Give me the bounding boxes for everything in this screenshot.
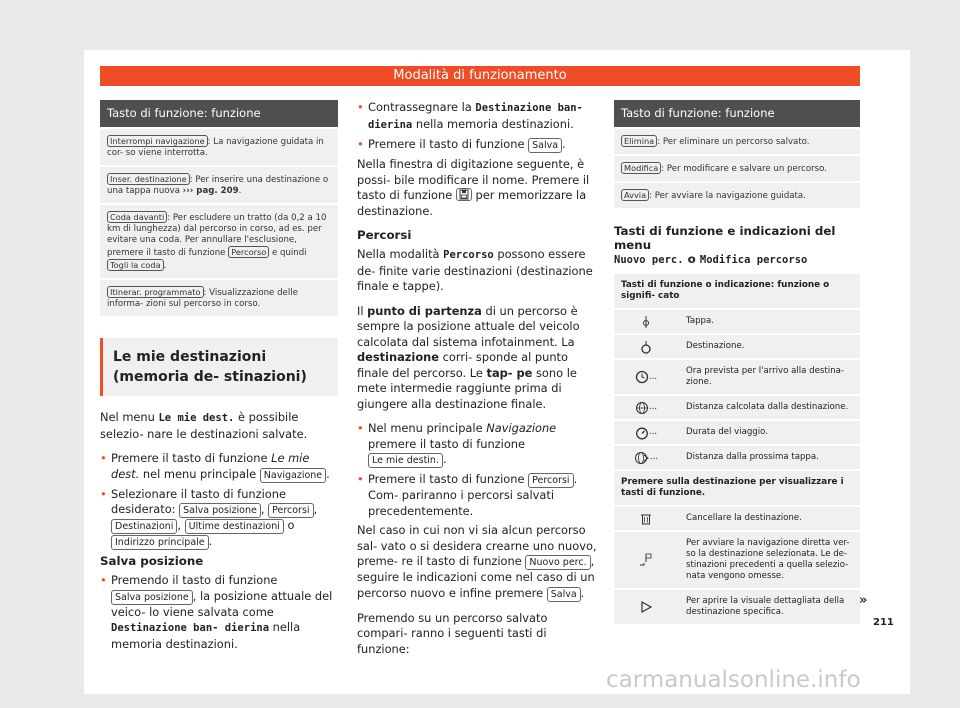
globe-icon: ... bbox=[614, 396, 678, 419]
table-header: Tasti di funzione o indicazione: funzione o signifi- cato bbox=[621, 280, 830, 301]
subsection-title: Tasti di funzione e indicazioni del menu Nuovo perc. o Modifica percorso bbox=[614, 224, 836, 266]
page-reference-link[interactable]: ››› pag. 209 bbox=[182, 186, 239, 196]
table-row: Avvia : Per avviare la navigazione guidata. bbox=[614, 181, 860, 208]
table-row: Per avviare la navigazione diretta ver- so la destinazione selezionata. Le de- stinazioni precedenti a quella selezio- nata vengono omesse. bbox=[614, 530, 860, 588]
row-text: : Per escludere un tratto (da 0,2 a 10 km di lunghezza) dal percorso in corso, ad es. per evitare una coda. Per annullare l'esclusione, premere il tasto di funzione bbox=[107, 213, 327, 258]
row-text: : Per inserire una destinazione o una tappa nuova bbox=[107, 175, 329, 196]
table-row bbox=[100, 278, 338, 316]
key-salva[interactable]: Salva bbox=[547, 587, 581, 602]
paragraph: Nella finestra di digitazione seguente, è possi- bile modificare il nome. Premere il tasto di funzione per memorizzare la destinazione. bbox=[357, 157, 590, 218]
paragraph: Il punto di partenza di un percorso è sempre la posizione attuale del veicolo calcolata dal sistema infotainment. La destinazione corri- sponde al punto finale del percorso. Le tap- pe sono le mete intermedie raggiunte prima di giungere alla destinazione finale. bbox=[357, 303, 580, 411]
table-row: Tappa. bbox=[614, 308, 860, 333]
bullet-item: • Nel menu principale Navigazione premere il tasto di funzione Le mie destin. . bbox=[357, 421, 601, 468]
key-indirizzo-principale[interactable]: Indirizzo principale bbox=[111, 535, 209, 550]
function-key-table-left bbox=[100, 100, 338, 316]
key-interrompi-navigazione[interactable]: Interrompi navigazione bbox=[107, 135, 208, 147]
page-number: 211 bbox=[873, 617, 894, 628]
key-percorsi[interactable]: Percorsi bbox=[268, 503, 313, 518]
globe-arrow-icon: ... bbox=[614, 446, 678, 469]
icon-table bbox=[614, 274, 860, 624]
stopwatch-icon: ... bbox=[614, 421, 678, 444]
paragraph: Premendo su un percorso salvato compari- ranno i seguenti tasti di funzione: bbox=[357, 610, 548, 656]
table-title: Tasto di funzione: funzione bbox=[100, 100, 338, 127]
subsection-title: Percorsi bbox=[357, 228, 412, 242]
key-ultime-destinazioni[interactable]: Ultime destinazioni bbox=[185, 519, 284, 534]
waypoint-pin-icon bbox=[614, 310, 678, 333]
function-key-table-right bbox=[614, 100, 860, 208]
table-row bbox=[100, 127, 338, 165]
key-inser-destinazione[interactable]: Inser. destinazione bbox=[107, 173, 190, 185]
table-row: ... Ora prevista per l'arrivo alla destina- zione. bbox=[614, 358, 860, 394]
save-keyboard-icon[interactable] bbox=[456, 188, 472, 201]
intro-paragraph: Nel menu Le mie dest. è possibile selezio- nare le destinazioni salvate. bbox=[100, 410, 308, 441]
bullet-item: • Premere il tasto di funzione Le mie dest. nel menu principale Navigazione . bbox=[100, 451, 338, 483]
row-text-end: . bbox=[238, 186, 242, 196]
key-togli-la-coda[interactable]: Togli la coda bbox=[107, 259, 164, 271]
key-elimina[interactable]: Elimina bbox=[621, 135, 657, 147]
key-navigazione[interactable]: Navigazione bbox=[260, 468, 326, 483]
table-row bbox=[100, 165, 338, 203]
bullet-item: • Premere il tasto di funzione Percorsi . Com- pariranno i percorsi salvati precedentemente. bbox=[357, 472, 601, 519]
paragraph: Nel caso in cui non vi sia alcun percorso sal- vato o si desidera crearne uno nuovo, preme- re il tasto di funzione Nuovo perc. , seguire le indicazioni come nel caso di un percorso nuovo e infine premere Salva . bbox=[357, 523, 597, 600]
bullet-item: • Premere il tasto di funzione Salva . bbox=[357, 137, 601, 153]
destination-pin-icon bbox=[614, 335, 678, 358]
table-title: Tasto di funzione: funzione bbox=[614, 100, 860, 127]
column-middle bbox=[357, 100, 601, 666]
bullet-item: • Contrassegnare la Destinazione ban- dierina nella memoria destinazioni. bbox=[357, 100, 601, 133]
row-text-mid: e quindi bbox=[269, 248, 307, 258]
column-right bbox=[614, 100, 860, 624]
continue-mark: » bbox=[859, 593, 868, 608]
table-row: Per aprire la visuale dettagliata della destinazione specifica. bbox=[614, 588, 860, 624]
key-modifica[interactable]: Modifica bbox=[621, 162, 661, 174]
row-text-end: . bbox=[163, 261, 167, 271]
key-le-mie-destin[interactable]: Le mie destin. bbox=[368, 453, 443, 468]
key-avvia[interactable]: Avvia bbox=[621, 189, 649, 201]
watermark: carmanualsonline.info bbox=[606, 667, 861, 693]
key-nuovo-perc[interactable]: Nuovo perc. bbox=[525, 555, 590, 570]
key-salva[interactable]: Salva bbox=[528, 138, 562, 153]
key-coda-davanti[interactable]: Coda davanti bbox=[107, 211, 167, 223]
table-row: ... Distanza calcolata dalla destinazione. bbox=[614, 394, 860, 419]
clock-icon: ... bbox=[614, 360, 678, 394]
table-subheader: Premere sulla destinazione per visualizzare i tasti di funzione. bbox=[614, 469, 860, 505]
row-text: : Visualizzazione delle informa- zioni sul percorso in corso. bbox=[107, 288, 298, 309]
bullet-item: • Selezionare il tasto di funzione desiderato: Salva posizione , Percorsi , Destinazioni , Ultime destinazioni o Indirizzo principale . bbox=[100, 487, 338, 551]
trash-icon bbox=[614, 507, 678, 530]
paragraph: Nella modalità Percorso possono essere de- finite varie destinazioni (destinazione finale e tappe). bbox=[357, 247, 593, 293]
key-percorso[interactable]: Percorso bbox=[228, 246, 269, 258]
subsection-title: Salva posizione bbox=[100, 554, 204, 568]
play-triangle-icon bbox=[614, 590, 678, 624]
table-row: Cancellare la destinazione. bbox=[614, 505, 860, 530]
bullet-item: • Premendo il tasto di funzione Salva posizione , la posizione attuale del veico- lo viene salvata come Destinazione ban- dierina nella memoria destinazioni. bbox=[100, 573, 338, 652]
table-row: Modifica : Per modificare e salvare un percorso. bbox=[614, 154, 860, 181]
direct-route-flag-icon bbox=[614, 532, 678, 588]
key-itinerar-programmato[interactable]: Itinerar. programmato bbox=[107, 286, 204, 298]
key-destinazioni[interactable]: Destinazioni bbox=[111, 519, 177, 534]
table-row: ... Durata del viaggio. bbox=[614, 419, 860, 444]
key-percorsi[interactable]: Percorsi bbox=[528, 473, 573, 488]
table-row bbox=[100, 203, 338, 278]
key-salva-posizione[interactable]: Salva posizione bbox=[111, 590, 193, 605]
key-salva-posizione[interactable]: Salva posizione bbox=[179, 503, 261, 518]
section-title: Le mie destinazioni (memoria de- stinazioni) bbox=[100, 338, 338, 396]
column-left bbox=[100, 100, 338, 656]
page-header: Modalità di funzionamento bbox=[100, 66, 860, 86]
table-row: ... Distanza dalla prossima tappa. bbox=[614, 444, 860, 469]
table-row: Elimina : Per eliminare un percorso salvato. bbox=[614, 127, 860, 154]
table-row: Destinazione. bbox=[614, 333, 860, 358]
row-text: : La navigazione guidata in cor- so viene interrotta. bbox=[107, 137, 324, 158]
